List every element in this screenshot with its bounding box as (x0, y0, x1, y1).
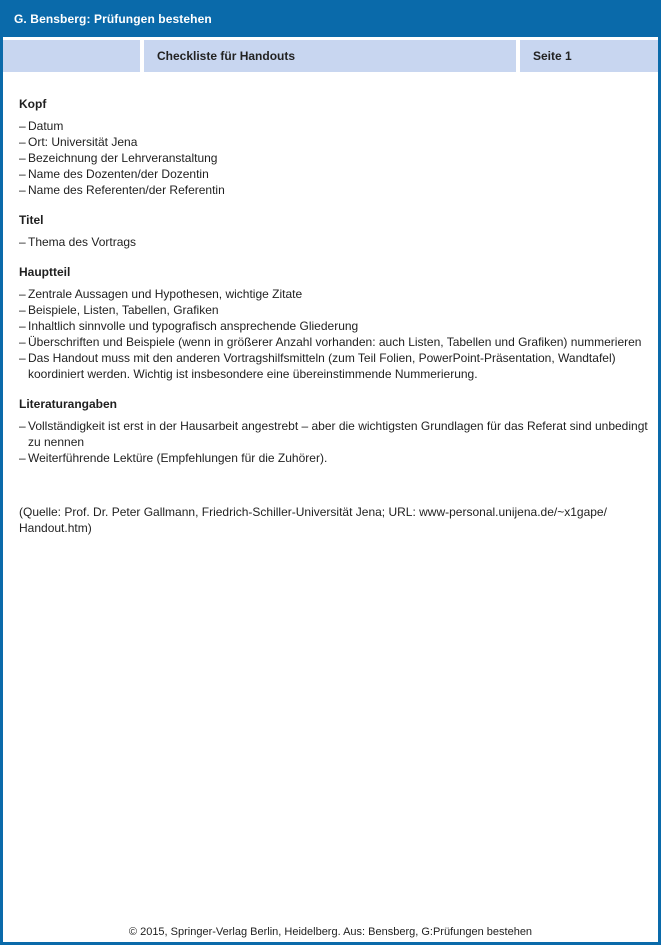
list-item: – Vollständigkeit ist erst in der Hausarbeit angestrebt – aber die wichtigsten Grundlagen für das Referat sind unbedingt zu nennen (19, 419, 648, 449)
header-cell-empty (3, 40, 140, 72)
list-item: – Ort: Universität Jena (19, 135, 138, 149)
list-item: – Weiterführende Lektüre (Empfehlungen für die Zuhörer). (19, 451, 328, 465)
list-item: – Zentrale Aussagen und Hypothesen, wichtige Zitate (19, 287, 303, 301)
section-list (19, 286, 650, 382)
list-item: – Bezeichnung der Lehrveranstaltung (19, 151, 218, 165)
list-item: – Name des Referenten/der Referentin (19, 183, 225, 197)
list-item: – Name des Dozenten/der Dozentin (19, 167, 209, 181)
section-list (19, 234, 650, 250)
list-item: – Datum (19, 119, 64, 133)
list-item: – Inhaltlich sinnvolle und typografisch ansprechende Gliederung (19, 319, 359, 333)
section-title: Literaturangaben (19, 397, 118, 411)
list-item: – Überschriften und Beispiele (wenn in größerer Anzahl vorhanden: auch Listen, Tabellen und Grafiken) nummerieren (19, 335, 642, 349)
document-title: Checkliste für Handouts (157, 49, 296, 63)
top-bar-title: G. Bensberg: Prüfungen bestehen (14, 11, 212, 26)
header-cell-title (144, 40, 516, 72)
checklist-content (19, 96, 650, 536)
document-sheet (3, 37, 658, 942)
section-kopf (19, 96, 650, 198)
copyright-footer: © 2015, Springer-Verlag Berlin, Heidelberg. Aus: Bensberg, G:Prüfungen bestehen (128, 926, 533, 938)
page-label: Seite 1 (533, 49, 572, 63)
header-row (3, 40, 658, 72)
top-bar (3, 0, 658, 37)
section-title: Kopf (19, 97, 47, 111)
header-cell-page (520, 40, 658, 72)
section-title: Titel (19, 213, 44, 227)
section-title: Hauptteil (19, 265, 71, 279)
section-literaturangaben (19, 396, 650, 466)
list-item: – Beispiele, Listen, Tabellen, Grafiken (19, 303, 219, 317)
section-list (19, 418, 650, 466)
section-list (19, 118, 650, 198)
list-item: – Das Handout muss mit den anderen Vortragshilfsmitteln (zum Teil Folien, PowerPoint-Präsentation, Wandtafel) koordiniert werden. Wichtig ist insbesondere eine übereinstimmende Nummerierung. (19, 351, 616, 381)
section-hauptteil (19, 264, 650, 382)
list-item: – Thema des Vortrags (19, 235, 137, 249)
source-note: (Quelle: Prof. Dr. Peter Gallmann, Friedrich-Schiller-Universität Jena; URL: www-personal.unijena.de/~x1gape/ Handout.htm) (19, 505, 607, 535)
section-titel (19, 212, 650, 250)
